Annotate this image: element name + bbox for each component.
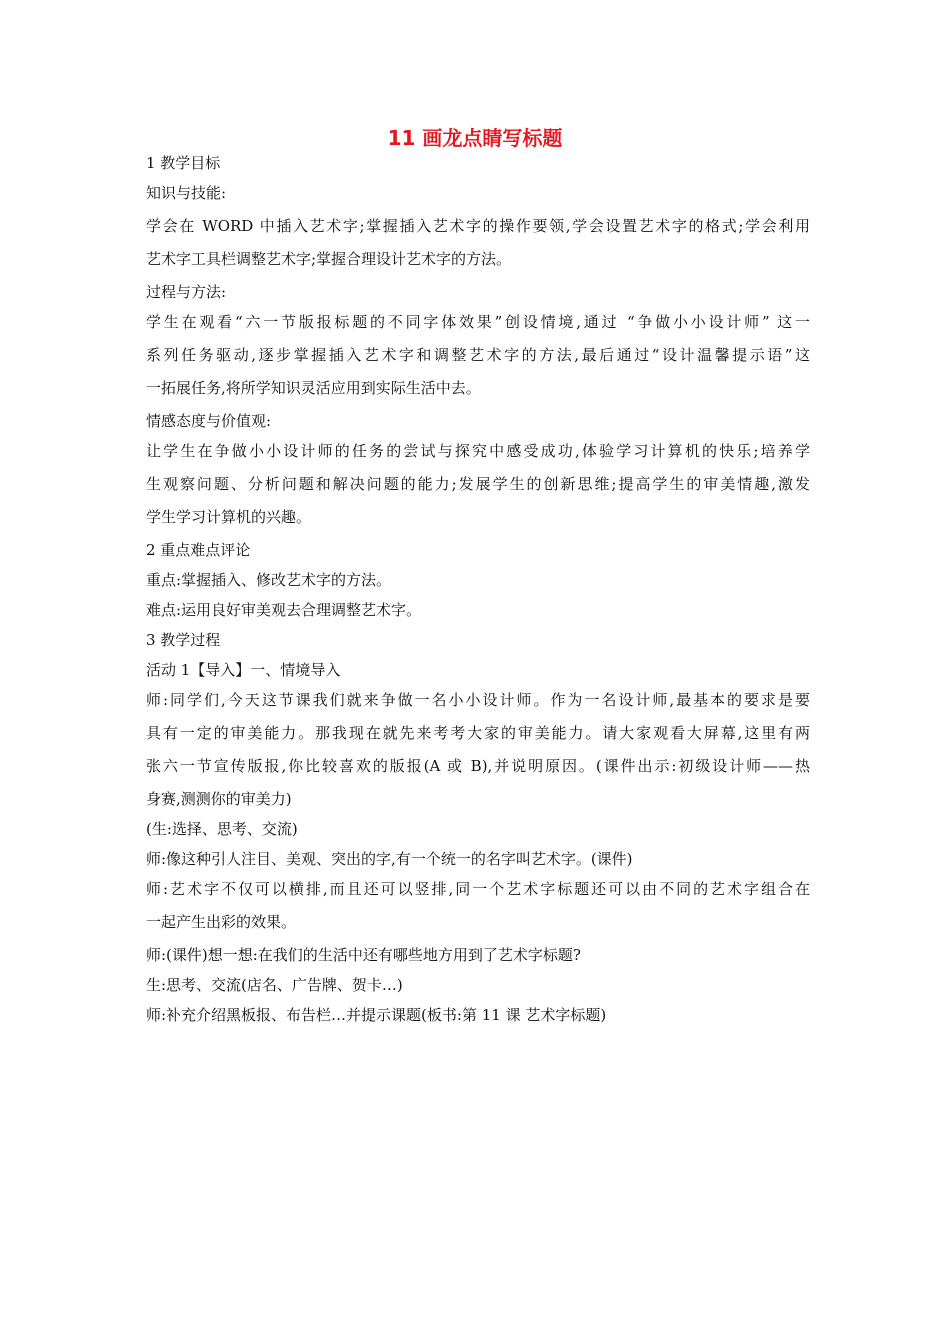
text-line: 一起产生出彩的效果。 — [146, 913, 297, 931]
text-line: 3 教学过程 — [146, 631, 221, 649]
text-line: 难点:运用良好审美观去合理调整艺术字。 — [146, 601, 422, 619]
text-line: 一拓展任务,将所学知识灵活应用到实际生活中去。 — [146, 379, 481, 397]
document-body — [146, 147, 810, 1029]
text-line: 身赛,测测你的审美力) — [146, 790, 292, 808]
text-line: 活动 1【导入】一、情境导入 — [146, 661, 341, 679]
text-line: 学生在观看“六一节版报标题的不同字体效果”创设情境,通过 “争做小小设计师” 这一 — [146, 313, 810, 331]
text-line: 让学生在争做小小设计师的任务的尝试与探究中感受成功,体验学习计算机的快乐;培养学 — [146, 442, 810, 460]
text-line: 师:同学们,今天这节课我们就来争做一名小小设计师。作为一名设计师,最基本的要求是要 — [146, 691, 810, 709]
text-line: 重点:掌握插入、修改艺术字的方法。 — [146, 571, 392, 589]
text-line: (生:选择、思考、交流) — [146, 820, 298, 838]
text-line: 具有一定的审美能力。那我现在就先来考考大家的审美能力。请大家观看大屏幕,这里有两 — [146, 724, 810, 742]
text-line: 师:艺术字不仅可以横排,而且还可以竖排,同一个艺术字标题还可以由不同的艺术字组合在 — [146, 880, 810, 898]
text-line: 知识与技能: — [146, 184, 227, 202]
text-line: 过程与方法: — [146, 283, 227, 301]
text-line: 艺术字工具栏调整艺术字;掌握合理设计艺术字的方法。 — [146, 250, 512, 268]
text-line: 情感态度与价值观: — [146, 412, 272, 430]
text-line: 系列任务驱动,逐步掌握插入艺术字和调整艺术字的方法,最后通过“设计温馨提示语”这 — [146, 346, 810, 364]
text-line: 师:补充介绍黑板报、布告栏…并提示课题(板书:第 11 课 艺术字标题) — [146, 1006, 607, 1024]
text-line: 张六一节宣传版报,你比较喜欢的版报(A 或 B),并说明原因。(课件出示:初级设计师——热 — [146, 757, 810, 775]
document-title: 11 画龙点睛写标题 — [387, 126, 563, 150]
text-line: 学会在 WORD 中插入艺术字;掌握插入艺术字的操作要领,学会设置艺术字的格式;学会利用 — [146, 217, 810, 235]
text-line: 生观察问题、分析问题和解决问题的能力;发展学生的创新思维;提高学生的审美情趣,激发 — [146, 475, 810, 493]
text-line: 1 教学目标 — [146, 154, 221, 172]
text-line: 生:思考、交流(店名、广告牌、贺卡…) — [146, 976, 403, 994]
text-line: 学生学习计算机的兴趣。 — [146, 508, 312, 526]
text-line: 2 重点难点评论 — [146, 541, 251, 559]
text-line: 师:像这种引人注目、美观、突出的字,有一个统一的名字叫艺术字。(课件) — [146, 850, 633, 868]
text-line: 师:(课件)想一想:在我们的生活中还有哪些地方用到了艺术字标题? — [146, 946, 581, 964]
